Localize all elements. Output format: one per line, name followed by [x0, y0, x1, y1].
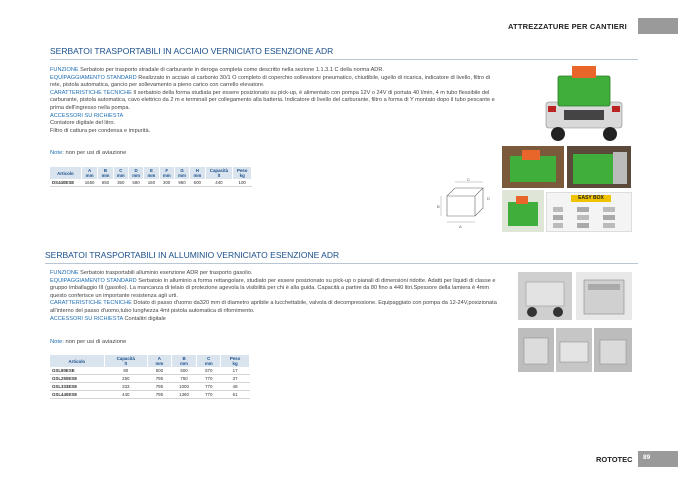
table2-header-2: A mm	[147, 355, 171, 367]
accessori-line2: Filtro di cattura per condensa e impurità.	[50, 127, 151, 134]
funzione2-label: FUNZIONE	[50, 270, 79, 276]
table2-cell: 48	[221, 383, 250, 391]
caratt2-label: CARATTERISTICHE TECNICHE	[50, 300, 132, 307]
table1-cell: 650	[98, 179, 113, 187]
diagram-label-d: D	[487, 196, 490, 201]
table-row	[50, 367, 250, 375]
tank-dimension-diagram	[435, 176, 495, 234]
table2-cell: 750	[171, 375, 197, 383]
section1-spec-table	[50, 167, 252, 187]
equip2-text: Serbatoio in alluminio a forma rettangolare, studiato per essere posizionato su pick-up o pianali di dimensioni ridotte. Adatti per liquidi di classe e gruppo imballaggio III (gasolio). La mancanza di telaio di protezione agevola la visibilità per chi è alla guida. Capacità a partire da 80 fino a 440 litri.Spessore della lamiera è 4mm questo conferisce un importante resistenza agli urti.	[50, 277, 496, 299]
accessori2-text: Contalitri digitale	[122, 315, 166, 322]
accessori-line1: Contatore digitale del litro.	[50, 120, 115, 127]
table2-cell: 37	[221, 375, 250, 383]
table1-header-5: E mm	[144, 167, 159, 179]
table2-cell: 1000	[171, 383, 197, 391]
table2-header-1: Capacità lt	[104, 355, 147, 367]
table1-header-8: H mm	[190, 167, 205, 179]
table2-cell: 500	[171, 367, 197, 375]
tank-photo-2	[567, 146, 631, 188]
diagram-label-a: A	[459, 224, 462, 229]
table1-header-6: F mm	[159, 167, 174, 179]
table1-cell: 600	[190, 179, 205, 187]
table2-cell: 795	[147, 391, 171, 399]
table1-cell: 160	[144, 179, 159, 187]
table1-header-10: Peso kg	[233, 167, 252, 179]
page-header-title: ATTREZZATURE PER CANTIERI	[508, 22, 627, 31]
note-text: non per usi di aviazione	[63, 150, 127, 156]
section1-divider	[50, 59, 638, 60]
section1-description	[50, 67, 500, 135]
diagram-label-c: C	[467, 177, 470, 182]
equip-label: EQUIPAGGIAMENTO STANDARD	[50, 74, 137, 81]
table2-cell: 17	[221, 367, 250, 375]
table1-header-0: Articolo	[50, 167, 81, 179]
table2-cell: 770	[197, 375, 221, 383]
section1-title: SERBATOI TRASPORTABILI IN ACCIAIO VERNICIATO ESENZIONE ADR	[50, 46, 334, 56]
table1-cell: 300	[159, 179, 174, 187]
tank-photo-3	[502, 190, 544, 232]
table2-cell: 80	[104, 367, 147, 375]
table2-header-4: C mm	[197, 355, 221, 367]
table1-cell: 440	[205, 179, 233, 187]
table1-header-2: B mm	[98, 167, 113, 179]
table-row	[50, 375, 250, 383]
table1-header-9: Capacità lt	[205, 167, 233, 179]
aluminium-tank-photo-4	[556, 328, 592, 372]
table-row	[50, 179, 252, 187]
table1-header-7: G mm	[174, 167, 189, 179]
table1-cell: 960	[174, 179, 189, 187]
header-tab	[638, 18, 678, 34]
pickup-truck-photo	[538, 62, 630, 144]
table2-cell: 570	[197, 367, 221, 375]
table1-header-1: A mm	[81, 167, 97, 179]
section2-divider	[45, 263, 638, 264]
table2-cell: 440	[104, 391, 147, 399]
table2-cell: GSL250ESE	[50, 375, 104, 383]
equip-text: Realizzato in acciaio al carbonio 30/1 O completo di coperchio sollevatore pneumatico, chiudibile, ugello di ricarica, indicatore di livello, filtro di rete, pistola automatica, gancio per sollevamento a pieno carico con carrello elevatore.	[50, 74, 490, 89]
section2-description	[50, 270, 505, 323]
table2-cell: 500	[147, 367, 171, 375]
aluminium-tank-photo-5	[594, 328, 632, 372]
note-label: Note:	[50, 150, 64, 156]
table2-header-3: B mm	[171, 355, 197, 367]
table1-cell: DS440ESE	[50, 179, 81, 187]
section2-note	[50, 339, 126, 345]
aluminium-tank-photo-3	[518, 328, 554, 372]
table2-cell: 1360	[171, 391, 197, 399]
accessori2-label: ACCESSORI SU RICHIESTA	[50, 315, 123, 322]
table2-cell: 770	[197, 383, 221, 391]
table2-header-5: Peso kg	[221, 355, 250, 367]
table1-cell: 1650	[81, 179, 97, 187]
table2-cell: 250	[104, 375, 147, 383]
table2-cell: 333	[104, 383, 147, 391]
easy-box-brochure	[546, 192, 632, 232]
easy-box-logo: EASY BOX	[571, 195, 611, 202]
caratt-label: CARATTERISTICHE TECNICHE	[50, 89, 132, 96]
table-row	[50, 391, 250, 399]
caratt2-text: Dotato di passo d'uomo da320 mm di diametro apribile a lucchettabile, valvola di decompressione. Equipaggiato con pompa da 12-24V,posizionata all'interno del passo d'uomo,tubo lunghezza 4mt pistola automatica di rifornimento.	[50, 300, 497, 314]
funzione-text: Serbatoio per trasporto stradale di carburante in deroga completa come descritto nella sezione 1.1.3.1 C della norma ADR.	[78, 67, 384, 73]
table2-cell: GSL80ESE	[50, 367, 104, 375]
footer-brand: ROTOTEC	[596, 455, 633, 464]
table1-header-4: D mm	[128, 167, 143, 179]
aluminium-tank-photo-1	[518, 272, 572, 320]
caratt-text: Il serbatoio della forma studiata per essere posizionato su pick-up, è alimentato con pompa 12V o 24V di portata 40 l/min, 4 m tubo flessibile del carburante, pistola automatica, cavo elettrico da 2 m e terminali per collegamento alla batteria. Indicatore di livello del carburante, filtro a forma di Y montato dopo il tubo pescante e prima dell'ingresso nella pompa.	[50, 89, 495, 111]
equip2-label: EQUIPAGGIAMENTO STANDARD	[50, 277, 137, 284]
section2-title: SERBATOI TRASPORTABILI IN ALLUMINIO VERNICIATO ESENZIONE ADR	[45, 250, 340, 260]
note2-label: Note:	[50, 339, 64, 345]
table2-cell: GSL440ESE	[50, 391, 104, 399]
table1-cell: 350	[113, 179, 128, 187]
section1-note	[50, 150, 126, 156]
table-row	[50, 383, 250, 391]
table2-cell: 795	[147, 375, 171, 383]
table2-cell: 770	[197, 391, 221, 399]
aluminium-tank-photo-2	[576, 272, 632, 320]
funzione2-text: Serbatoio trasportabili alluminio esenzione ADR per trasporto gasolio.	[78, 270, 253, 276]
table2-header-0: Articolo	[50, 355, 104, 367]
table2-cell: 61	[221, 391, 250, 399]
diagram-label-b: B	[437, 204, 440, 209]
table2-cell: 795	[147, 383, 171, 391]
tank-photo-1	[502, 146, 564, 188]
note2-text: non per usi di aviazione	[63, 339, 127, 345]
section2-spec-table	[50, 355, 250, 399]
table2-cell: GSL333ESE	[50, 383, 104, 391]
funzione-label: FUNZIONE	[50, 67, 79, 73]
page-number: 89	[638, 451, 678, 467]
table1-cell: 580	[128, 179, 143, 187]
accessori-label: ACCESSORI SU RICHIESTA	[50, 112, 124, 119]
table1-cell: 100	[233, 179, 252, 187]
table1-header-3: C mm	[113, 167, 128, 179]
